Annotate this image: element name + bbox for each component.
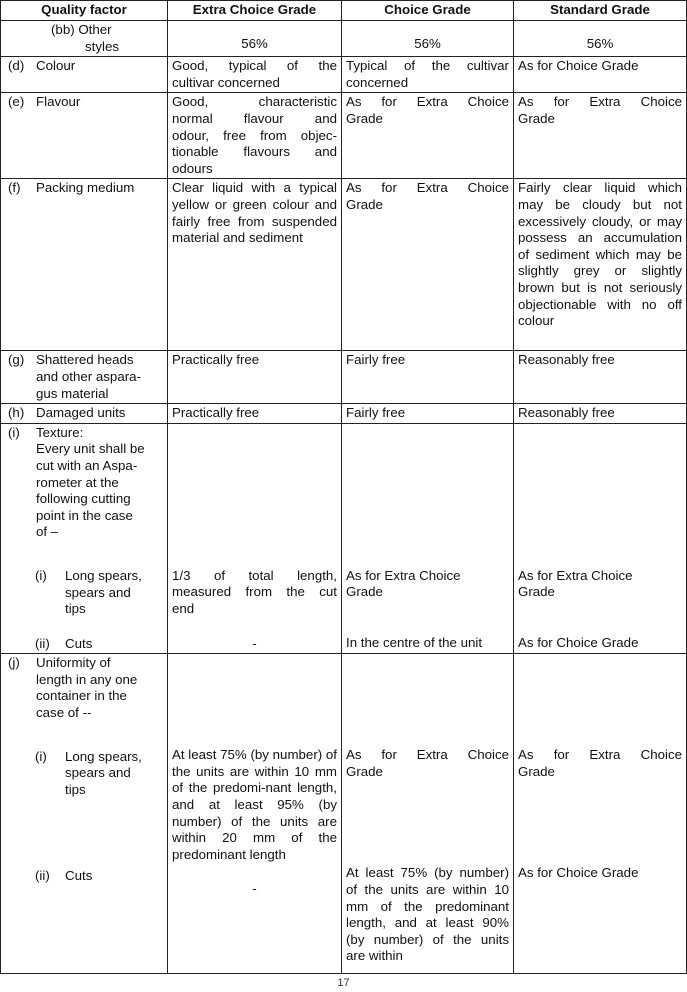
i-s2-name: Cuts: [65, 635, 93, 651]
i-s2-num: (ii): [35, 635, 50, 651]
h-choice: Fairly free: [346, 405, 406, 421]
g-name-1: Shattered heads: [36, 352, 134, 368]
j-name-1: Uniformity of: [36, 655, 111, 671]
j-name-2: length in any one: [36, 671, 138, 687]
i-s1-extra-1: 1/3 of total length,: [172, 567, 337, 583]
header-extra-choice: Extra Choice Grade: [168, 1, 342, 21]
e-extra-4: tionable flavours and: [172, 144, 337, 160]
i-s1-extra-2: measured from the cut: [172, 584, 337, 600]
j-s2-name: Cuts: [65, 868, 93, 884]
table-header-row: [1, 1, 687, 21]
i-s1-name-1: Long spears,: [65, 567, 142, 583]
j-s1-num: (i): [35, 748, 47, 764]
header-quality-factor: Quality factor: [1, 1, 168, 21]
table-row: [1, 21, 687, 57]
i-name-5: following cutting: [36, 491, 131, 507]
f-extra: Clear liquid with a typical yellow or green colour and fairly free from suspended material and sediment: [172, 180, 337, 246]
table-row: [1, 93, 687, 179]
page-number: 17: [337, 977, 350, 989]
j-letter: (j): [8, 655, 20, 671]
i-s1-choice-2: Grade: [346, 584, 383, 600]
i-name-3: cut with an Aspa-: [36, 457, 138, 473]
e-extra-3: odour, free from objec-: [172, 127, 337, 143]
table-row: [1, 57, 687, 93]
j-s2-extra: -: [252, 881, 257, 897]
h-extra: Practically free: [172, 405, 260, 421]
bb-standard: 56%: [586, 36, 614, 51]
j-s1-name-2: spears and: [65, 765, 131, 781]
h-name: Damaged units: [36, 405, 126, 421]
e-extra-2: normal flavour and: [172, 110, 337, 126]
d-letter: (d): [8, 58, 25, 74]
g-extra: Practically free: [172, 352, 260, 368]
j-name-4: case of --: [36, 705, 92, 721]
table-row: [1, 423, 687, 654]
row-bb-factor: [1, 21, 168, 57]
i-letter: (i): [8, 424, 20, 440]
d-standard: As for Choice Grade: [518, 58, 639, 74]
table-row: [1, 351, 687, 404]
i-name-1: Texture:: [36, 424, 84, 440]
i-s1-name-2: spears and: [65, 584, 131, 600]
table-row: [1, 654, 687, 974]
g-choice: Fairly free: [346, 352, 406, 368]
e-choice-1: As for Extra Choice: [346, 94, 509, 110]
f-choice-1: As for Extra Choice: [346, 180, 509, 196]
f-name: Packing medium: [36, 180, 135, 196]
j-s2-num: (ii): [35, 868, 50, 884]
e-letter: (e): [8, 94, 25, 110]
i-s1-name-3: tips: [65, 601, 86, 617]
e-extra-5: odours: [172, 160, 213, 176]
e-standard-2: Grade: [518, 110, 555, 126]
i-s2-extra: -: [252, 635, 257, 651]
table-row: [1, 179, 687, 351]
e-name: Flavour: [36, 94, 81, 110]
i-name-7: of –: [36, 524, 59, 540]
f-choice-2: Grade: [346, 196, 383, 212]
i-s1-choice-1: As for Extra Choice: [346, 567, 461, 583]
g-name-3: gus material: [36, 385, 109, 401]
d-choice-1: Typical of the cultivar: [346, 58, 509, 74]
g-letter: (g): [8, 352, 25, 368]
j-name-3: container in the: [36, 688, 127, 704]
i-s1-standard-1: As for Extra Choice: [518, 567, 633, 583]
j-s1-extra: At least 75% (by number) of the units are within 10 mm of the predomi-nant length, and at least 95% (by number) of the units are within 20 mm of the predominant length: [172, 747, 337, 862]
i-name-6: point in the case: [36, 507, 133, 523]
h-standard: Reasonably free: [518, 405, 615, 421]
i-s1-num: (i): [35, 567, 47, 583]
bb-extra: 56%: [241, 36, 268, 51]
e-extra-1: Good, characteristic: [172, 94, 337, 110]
d-extra-1: Good, typical of the: [172, 58, 337, 74]
j-s1-standard-1: As for Extra Choice: [518, 747, 682, 763]
i-s2-choice: In the centre of the unit: [346, 634, 483, 650]
h-letter: (h): [8, 405, 25, 421]
j-s1-choice-1: As for Extra Choice: [346, 747, 509, 763]
d-extra-2: cultivar concerned: [172, 74, 280, 90]
i-name-2: Every unit shall be: [36, 441, 145, 457]
j-s1-standard-2: Grade: [518, 763, 555, 779]
i-name-4: rometer at the: [36, 474, 119, 490]
e-choice-2: Grade: [346, 110, 383, 126]
g-name-2: and other aspara-: [36, 368, 141, 384]
j-s1-name-3: tips: [65, 781, 86, 797]
header-choice: Choice Grade: [342, 1, 514, 21]
i-s2-standard: As for Choice Grade: [518, 634, 639, 650]
e-standard-1: As for Extra Choice: [518, 94, 682, 110]
i-s1-extra-3: end: [172, 600, 195, 616]
g-standard: Reasonably free: [518, 352, 615, 368]
i-s1-standard-2: Grade: [518, 584, 555, 600]
j-s1-choice-2: Grade: [346, 763, 383, 779]
j-s2-standard: As for Choice Grade: [518, 865, 639, 881]
table-row: [1, 404, 687, 424]
j-s2-choice: At least 75% (by number) of the units are within 10 mm of the predominant length, and at least 90% (by number) of the units are within: [346, 865, 509, 964]
bb-choice: 56%: [414, 36, 441, 51]
bb-label-2: styles: [85, 38, 119, 54]
d-choice-2: concerned: [346, 74, 409, 90]
bb-label: (bb) Other: [51, 22, 112, 37]
d-name: Colour: [36, 58, 76, 74]
j-s1-name-1: Long spears,: [65, 748, 142, 764]
f-standard: Fairly clear liquid which may be cloudy but not excessively cloudy, or may possess an accumulation of sediment which may be slightly grey or slightly brown but is not seriously objectionable with no off colour: [518, 180, 682, 329]
f-letter: (f): [8, 180, 21, 196]
header-standard: Standard Grade: [514, 1, 687, 21]
